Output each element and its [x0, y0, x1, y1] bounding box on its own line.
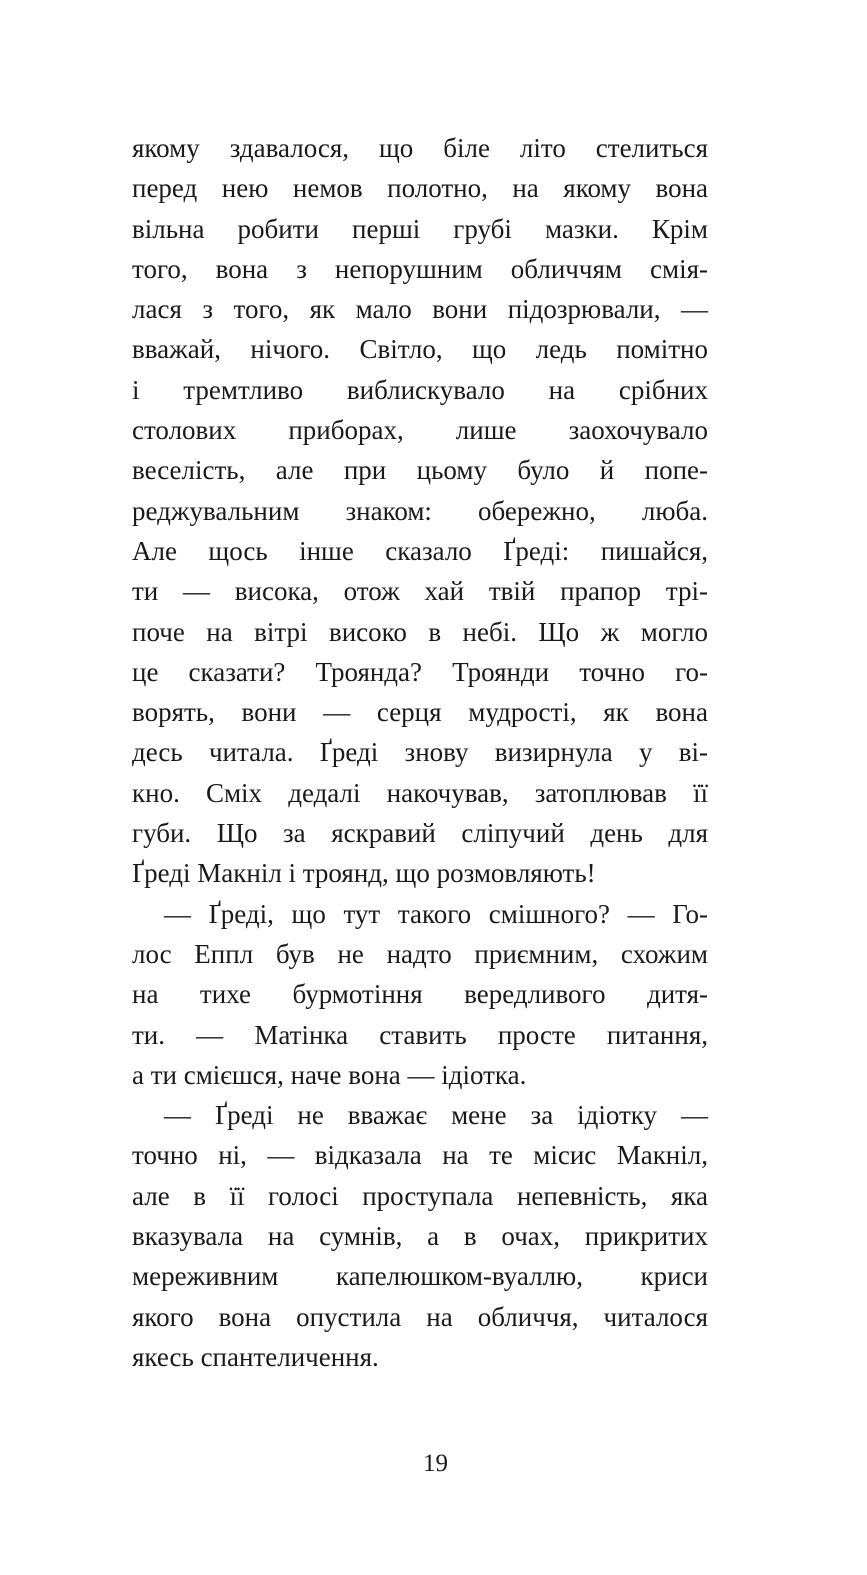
text-line: Ґреді Макніл і троянд, що розмовляють! — [132, 858, 596, 889]
body-text — [132, 128, 708, 1377]
text-line: але в її голосі проступала непевність, яка — [132, 1180, 708, 1211]
text-line: на тихе бурмотіння вередливого дитя- — [132, 979, 708, 1010]
text-line: це сказати? Троянда? Троянди точно го- — [132, 656, 708, 687]
text-line: столових приборах, лише заохочувало — [132, 415, 708, 446]
text-line: кно. Сміх дедалі накочував, затоплював її — [132, 777, 708, 808]
text-line: десь читала. Ґреді знову визирнула у ві- — [132, 737, 708, 768]
page-number: 19 — [423, 1450, 448, 1477]
text-line: — Ґреді не вважає мене за ідіотку — — [164, 1100, 708, 1131]
text-line: лос Еппл був не надто приємним, схожим — [132, 938, 708, 969]
text-line: веселість, але при цьому було й попе- — [132, 455, 708, 486]
text-line: якому здавалося, що біле літо стелиться — [132, 133, 708, 163]
text-line: ти — висока, отож хай твій прапор трі- — [132, 576, 708, 607]
text-line: вільна робити перші грубі мазки. Крім — [132, 213, 708, 244]
text-line: ворять, вони — серця мудрості, як вона — [132, 697, 708, 728]
text-line: ти. — Матінка ставить просте питання, — [132, 1019, 708, 1050]
text-line: якесь спантеличення. — [132, 1341, 379, 1372]
text-line: якого вона опустила на обличчя, читалося — [132, 1301, 708, 1332]
text-line: Але щось інше сказало Ґреді: пишайся, — [132, 535, 708, 566]
text-line: перед нею немов полотно, на якому вона — [132, 173, 708, 204]
text-line: і тремтливо виблискувало на срібних — [132, 374, 708, 405]
text-line: поче на вітрі високо в небі. Що ж могло — [132, 616, 708, 647]
text-line: вважай, нічого. Світло, що ледь помітно — [132, 334, 708, 365]
text-line: точно ні, — відказала на те місис Макніл, — [132, 1140, 708, 1171]
text-line: — Ґреді, що тут такого смішного? — Го- — [164, 898, 708, 929]
text-line: вказувала на сумнів, а в очах, прикритих — [132, 1221, 708, 1252]
text-line: реджувальним знаком: обережно, люба. — [132, 495, 708, 526]
text-line: лася з того, як мало вони підозрювали, — — [132, 294, 708, 325]
text-line: а ти смієшся, наче вона — ідіотка. — [132, 1059, 527, 1090]
text-line: губи. Що за яскравий сліпучий день для — [132, 818, 708, 849]
text-line: того, вона з непорушним обличчям смія- — [132, 253, 708, 284]
text-line: мереживним капелюшком-вуаллю, криси — [132, 1261, 708, 1292]
